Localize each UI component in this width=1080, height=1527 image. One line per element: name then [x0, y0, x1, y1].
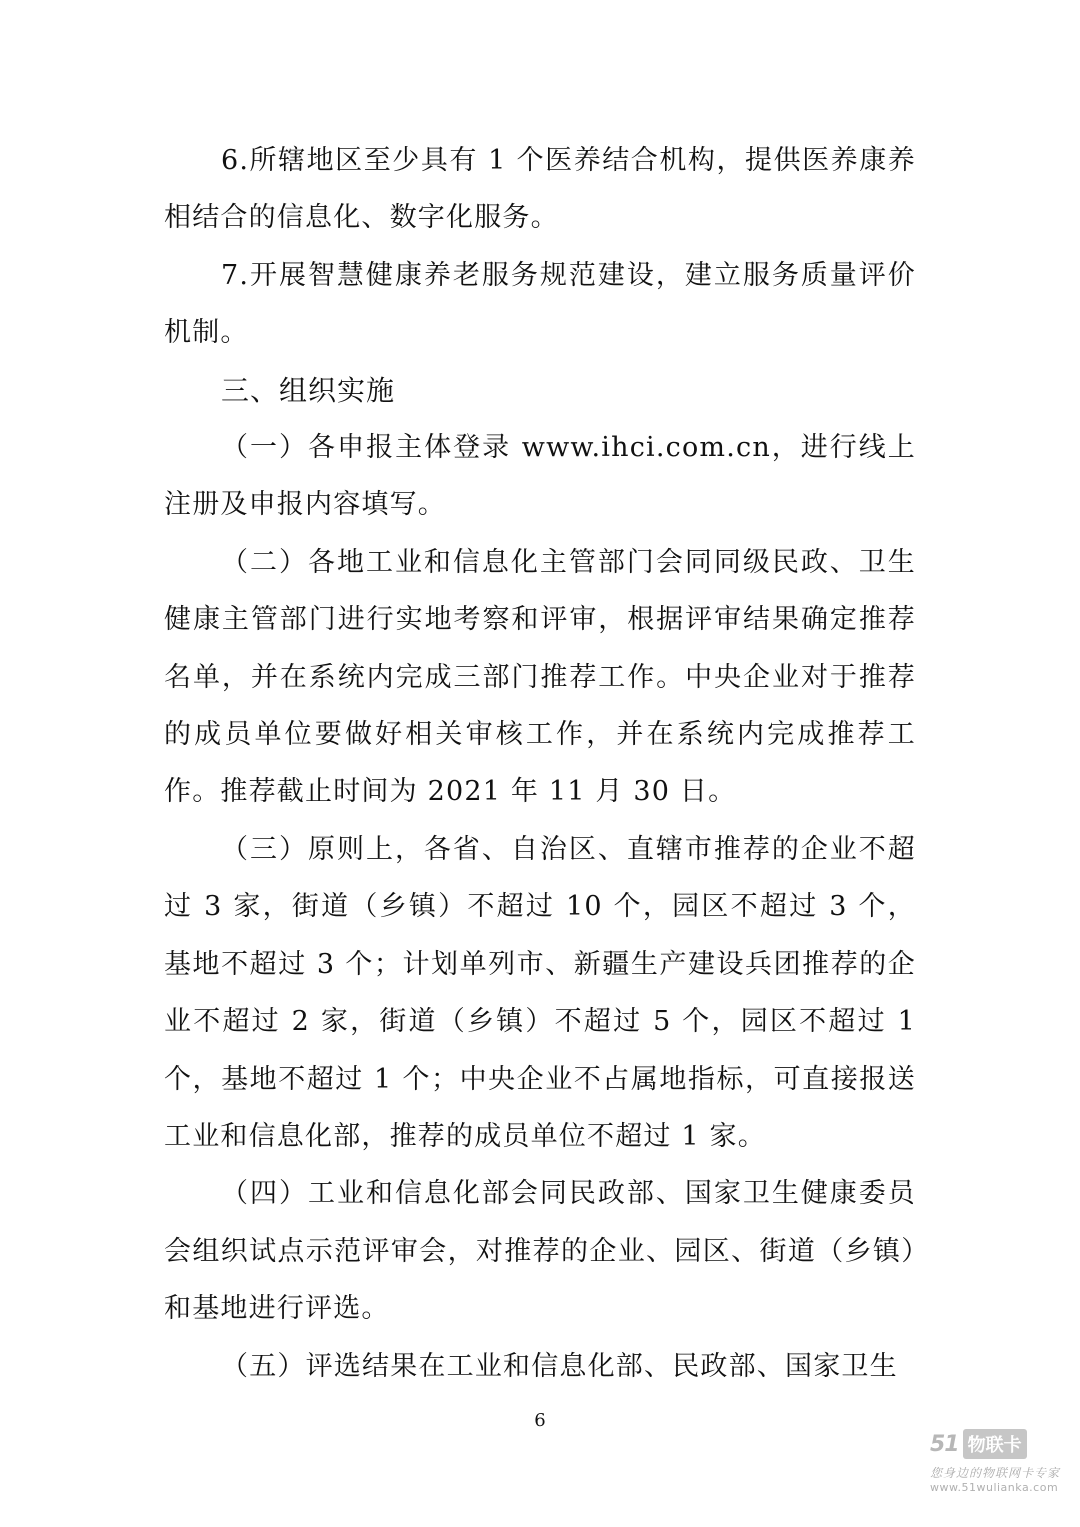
watermark-slogan: 您身边的物联网卡专家	[930, 1466, 1061, 1480]
paragraph-step-3: （三）原则上，各省、自治区、直辖市推荐的企业不超过 3 家，街道（乡镇）不超过 10 个，园区不超过 3 个，基地不超过 3 个；计划单列市、新疆生产建设兵团推荐的企业不超过 2 家，街道（乡镇）不超过 5 个，园区不超过 1 个，基地不超过 1 个；中央企业不占属地指标，可直接报送工业和信息化部，推荐的成员单位不超过 1 家。	[164, 833, 916, 1152]
paragraph-item-7: 7.开展智慧健康养老服务规范建设，建立服务质量评价机制。	[164, 259, 916, 349]
watermark-number: 51	[930, 1431, 959, 1457]
watermark-logo	[930, 1428, 1070, 1498]
watermark-brand	[930, 1428, 1070, 1460]
paragraph-step-1: （一）各申报主体登录 www.ihci.com.cn，进行线上注册及申报内容填写。	[164, 432, 916, 521]
watermark-badge: 物联卡	[963, 1429, 1027, 1459]
watermark-url: www.51wulianka.com	[930, 1481, 1059, 1494]
paragraph-step-5: （五）评选结果在工业和信息化部、民政部、国家卫生	[221, 1350, 898, 1382]
paragraph-item-6: 6.所辖地区至少具有 1 个医养结合机构，提供医养康养相结合的信息化、数字化服务。	[164, 145, 916, 234]
section-heading: 三、组织实施	[221, 373, 396, 407]
paragraph-step-2: （二）各地工业和信息化主管部门会同同级民政、卫生健康主管部门进行实地考察和评审，根据评审结果确定推荐名单，并在系统内完成三部门推荐工作。中央企业对于推荐的成员单位要做好相关审核工作，并在系统内完成推荐工作。推荐截止时间为 2021 年 11 月 30 日。	[164, 546, 916, 808]
document-body	[164, 132, 916, 1395]
page-number: 6	[534, 1410, 546, 1431]
paragraph-step-4: （四）工业和信息化部会同民政部、国家卫生健康委员会组织试点示范评审会，对推荐的企业、园区、街道（乡镇）和基地进行评选。	[164, 1178, 916, 1325]
